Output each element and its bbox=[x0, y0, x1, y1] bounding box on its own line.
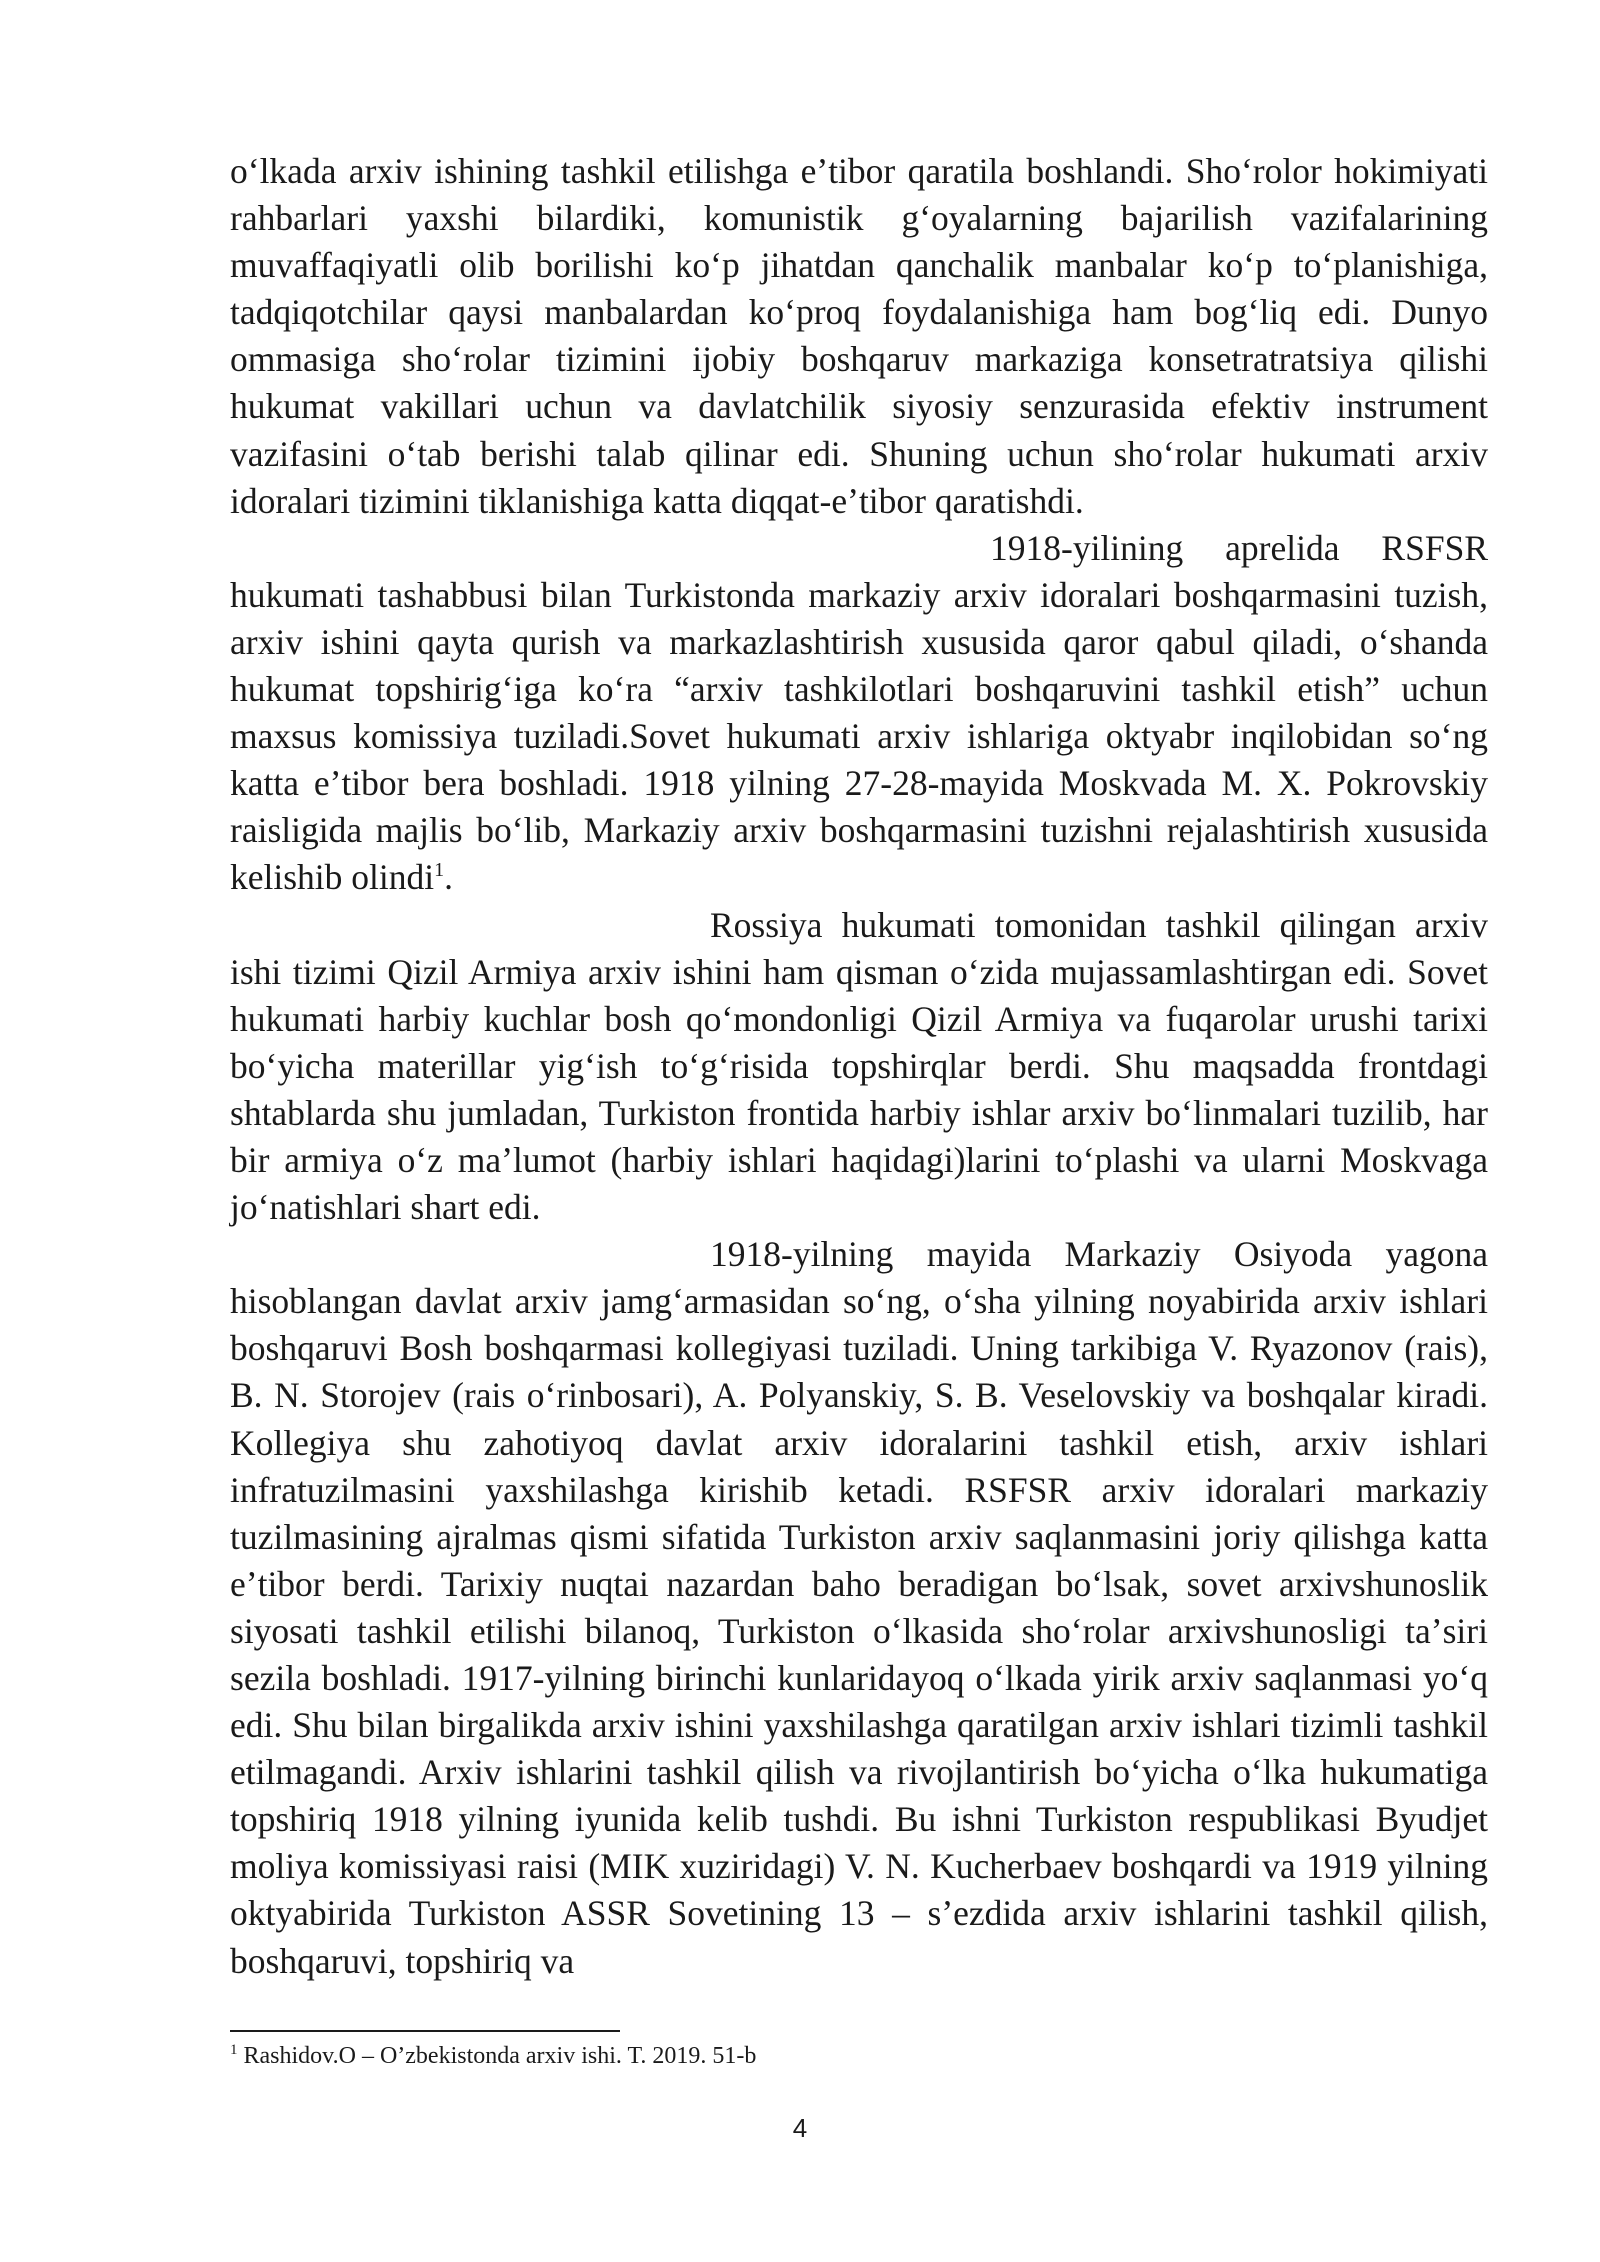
page-number: 4 bbox=[792, 2113, 808, 2143]
footnote-text: Rashidov.O – O’zbekistonda arxiv ishi. T. 2019. 51-b bbox=[237, 2043, 757, 2069]
paragraph-2 bbox=[230, 525, 1488, 902]
footnote-number: 1 bbox=[230, 2042, 238, 2058]
paragraph-2-end: . bbox=[444, 857, 453, 898]
body-text bbox=[230, 148, 1488, 1985]
paragraph-4: 1918-yilning mayida Markaziy Osiyoda yagona hisoblangan davlat arxiv jamgʻarmasidan soʻng, oʻsha yilning noyabirida arxiv ishlari boshqaruvi Bosh boshqarmasi kollegiyasi tuziladi. Uning tarkibiga V. Ryazonov (rais), B. N. Storojev (rais oʻrinbosari), A. Polyanskiy, S. B. Veselovskiy va boshqalar kiradi. Kollegiya shu zahotiyoq davlat arxiv idoralarini tashkil etish, arxiv ishlari infratuzilmasini yaxshilashga kirishib ketadi. RSFSR arxiv idoralari markaziy tuzilmasining ajralmas qismi sifatida Turkiston arxiv saqlanmasini joriy qilishga katta eʼtibor berdi. Tarixiy nuqtai nazardan baho beradigan boʻlsak, sovet arxivshunoslik siyosati tashkil etilishi bilanoq, Turkiston oʻlkasida shoʻrolar arxivshunosligi taʼsiri sezila boshladi. 1917-yilning birinchi kunlaridayoq oʻlkada yirik arxiv saqlanmasi yoʻq edi. Shu bilan birgalikda arxiv ishini yaxshilashga qaratilgan arxiv ishlari tizimli tashkil etilmagandi. Arxiv ishlarini tashkil qilish va rivojlantirish boʻyicha oʻlka hukumatiga topshiriq 1918 yilning iyunida kelib tushdi. Bu ishni Turkiston respublikasi Byudjet moliya komissiyasi raisi (MIK xuziridagi) V. N. Kucherbaev boshqardi va 1919 yilning oktyabirida Turkiston ASSR Sovetining 13 – sʼezdida arxiv ishlarini tashkil qilish, boshqaruvi, topshiriq va bbox=[230, 1234, 1488, 1981]
paragraph-3: Rossiya hukumati tomonidan tashkil qilingan arxiv ishi tizimi Qizil Armiya arxiv ishini ham qisman oʻzida mujassamlashtirgan edi. Sovet hukumati harbiy kuchlar bosh qoʻmondonligi Qizil Armiya va fuqarolar urushi tarixi boʻyicha materillar yigʻish toʻgʻrisida topshirqlar berdi. Shu maqsadda frontdagi shtablarda shu jumladan, Turkiston frontida harbiy ishlar arxiv boʻlinmalari tuzilib, har bir armiya oʻz maʼlumot (harbiy ishlari haqidagi)larini toʻplashi va ularni Moskvaga joʻnatishlari shart edi. bbox=[230, 904, 1488, 1228]
paragraph-1: oʻlkada arxiv ishining tashkil etilishga eʼtibor qaratila boshlandi. Shoʻrolor hokimiyati rahbarlari yaxshi bilardiki, komunistik gʻoyalarning bajarilish vazifalarining muvaffaqiyatli olib borilishi koʻp jihatdan qanchalik manbalar koʻp toʻplanishiga, tadqiqotchilar qaysi manbalardan koʻproq foydalanishiga ham bogʻliq edi. Dunyo ommasiga shoʻrolar tizimini ijobiy boshqaruv markaziga konsetratratsiya qilishi hukumat vakillari uchun va davlatchilik siyosiy senzurasida efektiv instrument vazifasini oʻtab berishi talab qilinar edi. Shuning uchun shoʻrolar hukumati arxiv idoralari tizimini tiklanishiga katta diqqat-eʼtibor qaratishdi. bbox=[230, 151, 1488, 521]
footnote bbox=[230, 2040, 1488, 2072]
footnote-reference[interactable]: 1 bbox=[434, 859, 445, 882]
paragraph-2-text: 1918-yilining aprelida RSFSR hukumati tashabbusi bilan Turkistonda markaziy arxiv idoralari boshqarmasini tuzish, arxiv ishini qayta qurish va markazlashtirish xususida qaror qabul qiladi, oʻshanda hukumat topshirigʻiga koʻra “arxiv tashkilotlari boshqaruvini tashkil etish” uchun maxsus komissiya tuziladi.Sovet hukumati arxiv ishlariga oktyabr inqilobidan soʻng katta eʼtibor bera boshladi. 1918 yilning 27-28-mayida Moskvada M. X. Pokrovskiy raisligida majlis boʻlib, Markaziy arxiv boshqarmasini tuzishni rejalashtirish xususida kelishib olindi bbox=[230, 527, 1488, 898]
footnote-separator bbox=[230, 2030, 620, 2032]
